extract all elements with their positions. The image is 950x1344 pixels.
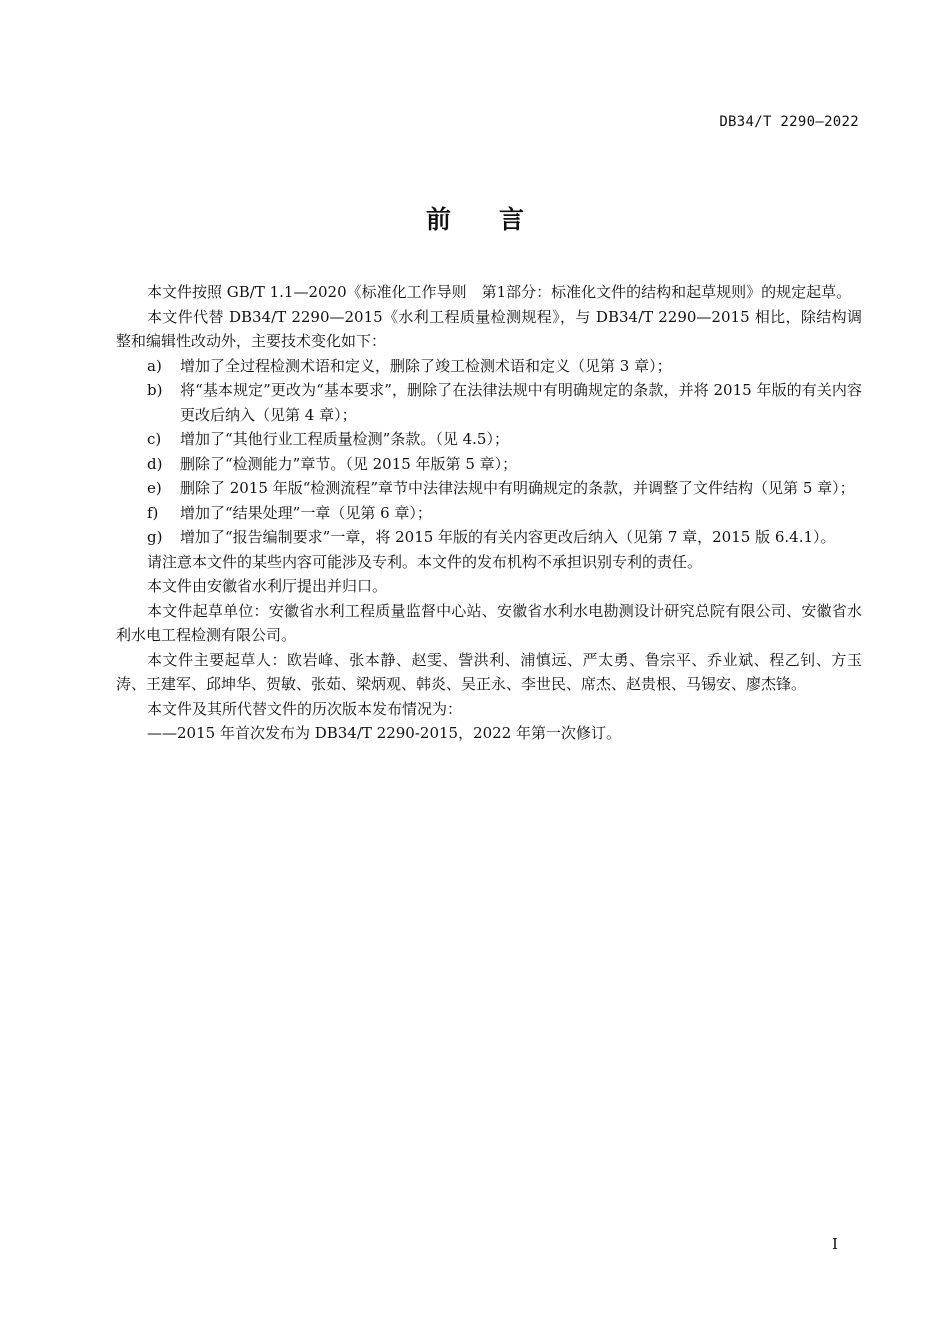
list-marker: a) xyxy=(147,356,162,375)
page-title: 前言 xyxy=(425,205,572,234)
paragraph-history-intro: 本文件及其所代替文件的历次版本发布情况为： xyxy=(147,699,463,718)
list-item-text: 增加了“其他行业工程质量检测”条款。（见 4.5）； xyxy=(180,430,509,448)
list-item xyxy=(116,525,862,550)
paragraph-drafters: 本文件主要起草人：欧岩峰、张本静、赵雯、訾洪利、浦慎远、严太勇、鲁宗平、乔业斌、程乙钊、方玉涛、王建军、邱坤华、贺敏、张茹、梁炳观、韩炎、吴正永、李世民、席杰、赵贵根、马锡安、廖杰锋。 xyxy=(116,650,862,693)
history-item: ——2015 年首次发布为 DB34/T 2290-2015，2022 年第一次修订。 xyxy=(147,724,622,742)
paragraph-proposer: 本文件由安徽省水利厅提出并归口。 xyxy=(147,577,388,595)
list-marker: c) xyxy=(147,430,162,448)
list-marker: d) xyxy=(147,454,163,473)
paragraph-replacement: 本文件代替 DB34/T 2290—2015《水利工程质量检测规程》，与 DB34/T 2290—2015 相比，除结构调整和编辑性改动外，主要技术变化如下： xyxy=(116,307,862,350)
page-number: I xyxy=(832,1235,838,1253)
list-item xyxy=(116,476,862,501)
list-marker: e) xyxy=(147,479,162,497)
list-item xyxy=(116,427,862,452)
list-item-text: 增加了“报告编制要求”一章，将 2015 年版的有关内容更改后纳入（见第 7 章，2015 版 6.4.1）。 xyxy=(180,528,836,546)
list-marker: g) xyxy=(147,528,163,546)
paragraph-patent-notice: 请注意本文件的某些内容可能涉及专利。本文件的发布机构不承担识别专利的责任。 xyxy=(147,552,703,571)
list-marker: f) xyxy=(147,503,159,522)
paragraph-drafting-rules: 本文件按照 GB/T 1.1—2020《标准化工作导则 第1部分：标准化文件的结构和起草规则》的规定起草。 xyxy=(147,283,852,301)
list-item xyxy=(116,452,862,477)
list-item-text: 删除了“检测能力”章节。（见 2015 年版第 5 章）； xyxy=(180,454,518,473)
list-item-text: 将“基本规定”更改为“基本要求”，删除了在法律法规中有明确规定的条款，并将 2015 年版的有关内容更改后纳入（见第 4 章）； xyxy=(180,381,862,424)
standard-code: DB34/T 2290—2022 xyxy=(719,114,859,130)
list-item xyxy=(116,501,862,526)
list-item-text: 删除了 2015 年版“检测流程”章节中法律法规中有明确规定的条款，并调整了文件结构（见第 5 章）； xyxy=(180,479,855,497)
list-marker: b) xyxy=(147,381,163,399)
paragraph-drafting-units: 本文件起草单位：安徽省水利工程质量监督中心站、安徽省水利水电勘测设计研究总院有限公司、安徽省水利水电工程检测有限公司。 xyxy=(116,601,862,644)
list-item xyxy=(116,378,862,427)
foreword-body xyxy=(116,280,862,746)
list-item-text: 增加了“结果处理”一章（见第 6 章）； xyxy=(180,503,432,522)
technical-changes-list xyxy=(116,354,862,550)
list-item-text: 增加了全过程检测术语和定义，删除了竣工检测术语和定义（见第 3 章）； xyxy=(180,356,672,375)
list-item xyxy=(116,354,862,379)
